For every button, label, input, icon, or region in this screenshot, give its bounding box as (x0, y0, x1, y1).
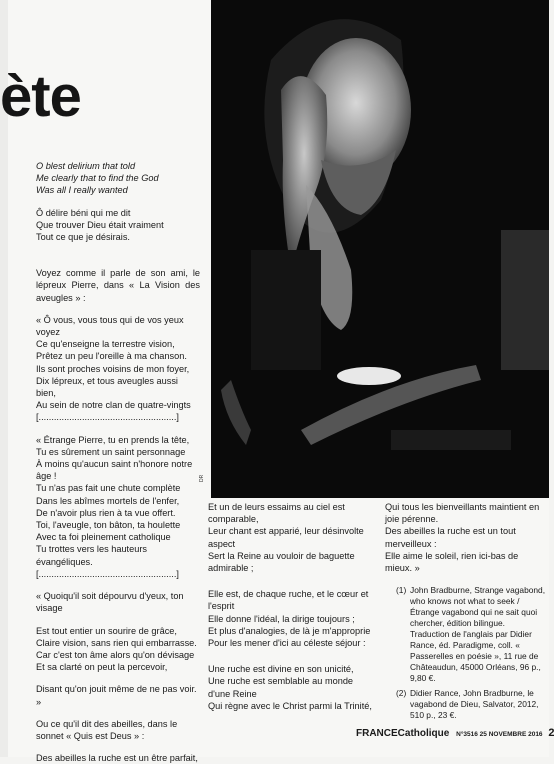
text-line: Was all I really wanted (36, 185, 128, 196)
text-line: Tu trottes vers les hauteurs évangéliques. (36, 544, 147, 567)
text-line: Toi, l'aveugle, ton bâton, ta houlette (36, 520, 181, 531)
footnote-number: (1) (396, 585, 407, 595)
text-line: Et sa clarté on peut la percevoir, (36, 662, 168, 673)
footnote-number: (2) (396, 688, 407, 698)
text-line: Pour les mener d'ici au céleste séjour : (208, 638, 366, 649)
middle-text-column (208, 501, 376, 712)
text-line: Elle aime le soleil, rien ici-bas de mieux. » (385, 550, 519, 574)
text-line: Une ruche est semblable au monde d'une Reine (208, 676, 354, 699)
text-line: Sert la Reine au vouloir de baguette admirable ; (208, 550, 355, 574)
text-line: Tu es sûrement un saint personnage (36, 446, 186, 457)
text-line: Que trouver Dieu était vraiment (36, 219, 164, 230)
footnote-2 (396, 688, 546, 721)
text-line: Une ruche est divine en son unicité, (208, 664, 354, 675)
brand-logo-part1: FRANCE (356, 728, 398, 739)
text-line: Et plus d'analogies, de là je m'approprie (208, 625, 371, 636)
page-number: 2 (548, 727, 554, 739)
text-line: Dans les abîmes mortels de l'enfer, (36, 495, 180, 506)
text-line: Et un de leurs essaims au ciel est comparable, (208, 502, 345, 525)
text-line: [......................................................] (36, 412, 179, 423)
text-line: [......................................................] (36, 568, 179, 579)
stanza-three (36, 590, 200, 708)
brand-logo-part2: Catholique (397, 728, 450, 739)
text-line: Dix lépreux, et tous aveugles aussi bien, (36, 375, 178, 399)
text-line: Disant qu'on jouit même de ne pas voir. » (36, 684, 197, 707)
text-line: Claire vision, sans rien qui embarrasse. (36, 637, 197, 648)
text-line: Ce qu'enseigne la terrestre vision, (36, 339, 175, 350)
text-line: Prêtez un peu l'oreille à ma chanson. (36, 351, 187, 362)
poem-french (36, 207, 200, 244)
footnote-1 (396, 585, 546, 684)
text-line: « Quoiqu'il soit dépourvu d'yeux, ton visage (36, 591, 184, 614)
text-line: Est tout entier un sourire de grâce, (36, 625, 177, 636)
footnote-text: Didier Rance, John Bradburne, le vagabond de Dieu, Salvator, 2012, 510 p., 23 €. (410, 688, 539, 720)
issue-info: N°3516 25 NOVEMBRE 2016 (456, 731, 543, 738)
article-title-fragment: ète (0, 64, 81, 129)
text-line: Au sein de notre clan de quatre-vingts (36, 400, 191, 411)
stanza-one (36, 314, 200, 424)
portrait-photo-illustration (211, 0, 549, 498)
portrait-photo (211, 0, 549, 498)
text-line: Tout ce que je désirais. (36, 232, 130, 243)
text-line: Qui règne avec le Christ parmi la Trinité, (208, 700, 372, 711)
text-line: De n'avoir plus rien à ta vue offert. (36, 507, 176, 518)
stanza-two (36, 434, 200, 580)
text-line: Elle donne l'idéal, la dirige toujours ; (208, 613, 355, 624)
right-text-column (385, 501, 547, 574)
left-text-column (36, 160, 200, 764)
text-line: « Étrange Pierre, tu en prends la tête, (36, 434, 190, 445)
text-line: À moins qu'aucun saint n'honore notre âge ! (36, 459, 193, 482)
last-line: Des abeilles la ruche est un être parfait, (36, 753, 198, 764)
text-line: Ils sont proches voisins de mon foyer, (36, 363, 190, 374)
text-line: Qui tous les bienveillants maintient en joie pérenne. (385, 502, 540, 525)
photo-credit: DR (199, 474, 205, 482)
footnote-text: John Bradburne, Strange vagabond, who knows not what to seek / Étrange vagabond qui ne sait quoi chercher, édition bilingue. Traduction de l'anglais par Didier Rance, éd. Paradigme, coll. « Passerelles en poésie », 11 rue de Châteaudun, 45000 Orléans, 96 p., 9,80 €. (410, 585, 546, 683)
footnotes (396, 585, 546, 721)
text-line: Me clearly that to find the God (36, 173, 159, 184)
text-line: Avec ta foi pleinement catholique (36, 532, 171, 543)
text-line: « Ô vous, vous tous qui de vos yeux voyez (36, 314, 184, 338)
sonnet-intro: Ou ce qu'il dit des abeilles, dans le sonnet « Quis est Deus » : (36, 718, 178, 741)
text-line: Des abeilles la ruche est un tout merveilleux : (385, 526, 516, 549)
page-footer (356, 727, 554, 739)
text-line: Leur chant est apparié, leur désinvolte aspect (208, 526, 364, 549)
poem-english (36, 160, 200, 197)
text-line: Elle est, de chaque ruche, et le cœur et l'esprit (208, 589, 369, 612)
text-line: O blest delirium that told (36, 161, 136, 171)
text-line: Tu n'as pas fait une chute complète (36, 483, 181, 494)
text-line: Car c'est ton âme alors qu'on dévisage (36, 649, 195, 660)
text-line: Ô délire béni qui me dit (36, 207, 131, 218)
intro-paragraph: Voyez comme il parle de son ami, le lépreux Pierre, dans « La Vision des aveugles » : (36, 268, 200, 303)
